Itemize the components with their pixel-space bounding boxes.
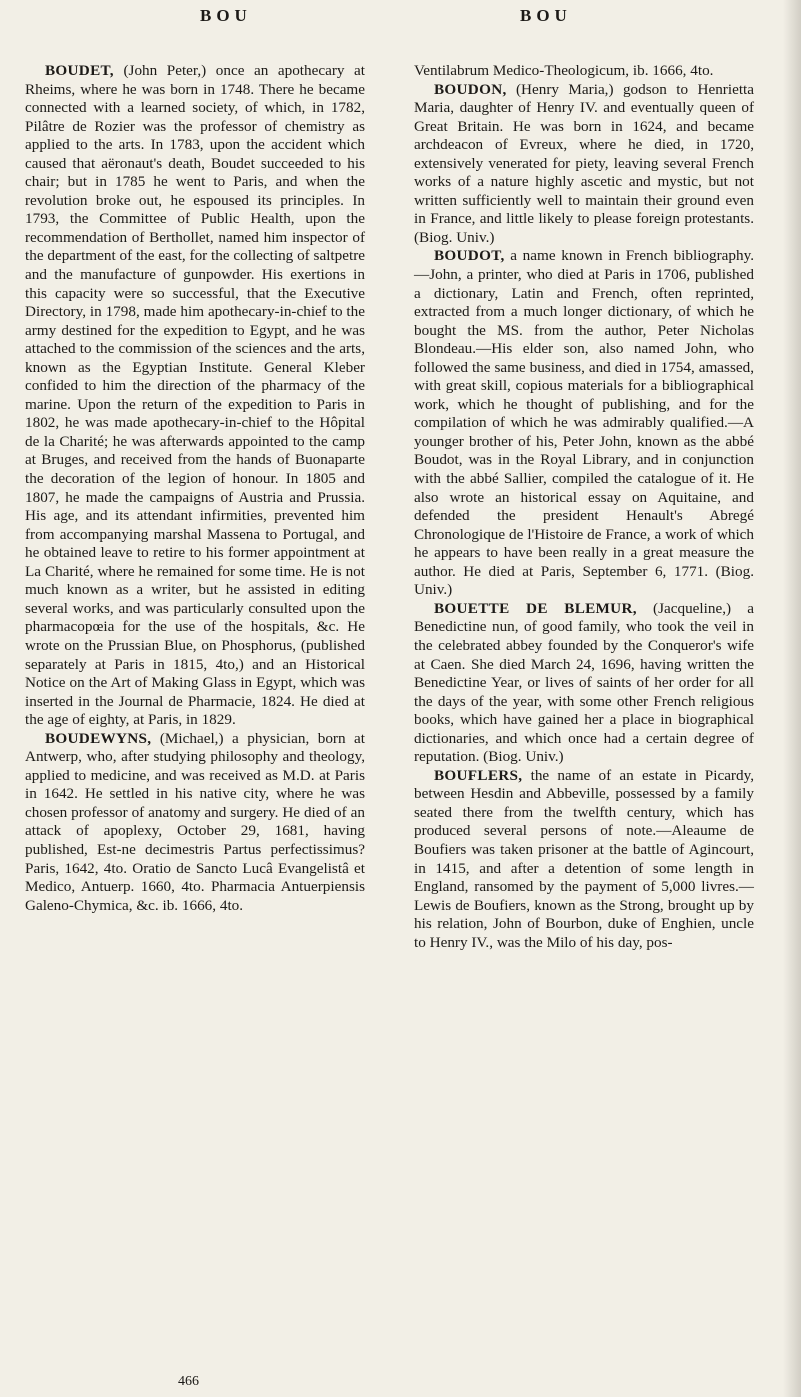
page-edge-shadow (783, 0, 801, 1397)
headword: BOUFLERS, (434, 766, 523, 784)
entry-boufiers (414, 767, 754, 952)
entry-boudon (414, 81, 754, 248)
entry-text: the name of an estate in Picardy, between Hesdin and Abbeville, possessed by a family seated there from the twelfth century, which has produced several persons of note.—Aleaume de Boufiers was taken prisoner at the battle of Agincourt, in 1415, and after a detention of some length in England, ransomed by the payment of 5,000 livres.—Lewis de Boufiers, known as the Strong, brought up by his relation, John of Bourbon, duke of Enghien, uncle to Henry IV., was the Milo of his day, pos- (414, 766, 754, 951)
running-head-right: BOU (520, 6, 572, 25)
entry-text: (John Peter,) once an apothecary at Rheims, where he was born in 1748. There he became connected with a learned society, of which, in 1782, Pilâtre de Rozier was the professor of chemistry as applied to the arts. In 1783, upon the accident which caused that aëronaut's death, Boudet succeeded to his chair; but in 1785 he went to Paris, and when the revolution broke out, he espoused its principles. In 1793, the Committee of Public Health, upon the recommendation of Berthollet, named him inspector of the department of the east, for the collecting of saltpetre and the manufacture of gunpowder. His exertions in this capacity were so successful, that the Executive Directory, in 1798, made him apothecary-in-chief to the army destined for the expedition to Egypt, and he was attached to the commission of the sciences and the arts, known as the Egyptian Institute. General Kleber confided to him the direction of the pharmacy of the marine. Upon the return of the expedition to Paris in 1802, he was made apothecary-in-chief to the Hôpital de la Charité; he was afterwards appointed to the camp at Bruges, and received from the hands of Buonaparte the decoration of the legion of honour. In 1805 and 1807, he made the campaigns of Austria and Prussia. His age, and its attendant infirmities, prevented him from accompanying marshal Massena to Portugal, and he obtained leave to retire to his former appointment at La Charité, where he remained for some time. He is not much known as a writer, but he assisted in editing several works, and was particularly consulted upon the pharmacopœia for the use of the hospitals, &c. He wrote on the Prussian Blue, on Phosphorus, (published separately at Paris in 1815, 4to,) and an Historical Notice on the Art of Making Glass in Egypt, which was inserted in the Journal de Pharmacie, 1824. He died at the age of eighty, at Paris, in 1829. (25, 62, 365, 729)
headword: BOUDOT, (434, 247, 505, 265)
page-number: 466 (178, 1374, 199, 1389)
entry-text: (Michael,) a physician, born at Antwerp, who, after studying philosophy and theology, applied to medicine, and was received as M.D. at Paris in 1642. He settled in his native city, where he was chosen professor of anatomy and surgery. He died of an attack of apoplexy, October 29, 1681, having published, Est-ne decimestris Partus perfectissimus? Paris, 1642, 4to. Oratio de Sancto Lucâ Evangelistâ et Medico, Antuerp. 1660, 4to. Pharmacia Antuerpiensis Galeno-Chymica, &c. ib. 1666, 4to. (25, 729, 365, 914)
entry-text: a name known in French bibliography.—John, a printer, who died at Paris in 1706, published a dictionary, Latin and French, often reprinted, extracted from a much longer dictionary, of which he bought the MS. from the author, Peter Nicholas Blondeau.—His elder son, also named John, who followed the same business, and died in 1754, amassed, with great skill, copious materials for a bibliographical work, which he thought of publishing, and for the compilation of which he was admirably qualified.—A younger brother of his, Peter John, known as the abbé Boudot, was in the Royal Library, and in conjunction with the abbé Sallier, compiled the catalogue of it. He also wrote an historical essay on Aquitaine, and defended the president Henault's Abregé Chronologique de l'Histoire de France, a work of which he appears to have been really in a great measure the author. He died at Paris, September 6, 1771. (Biog. Univ.) (414, 247, 754, 599)
entry-boudot (414, 247, 754, 599)
running-head-left: BOU (200, 6, 252, 25)
headword: BOUDEWYNS, (45, 729, 152, 747)
headword: BOUETTE DE BLEMUR, (434, 599, 637, 617)
entry-text: (Henry Maria,) godson to Henrietta Maria, daughter of Henry IV. and eventually queen of Great Britain. He was born in 1624, and became archdeacon of Evreux, where he died, in 1720, extensively venerated for piety, leaving several French works of a nature highly ascetic and mystic, but not written sufficiently well to maintain their ground even in France, and little likely to please foreign protestants. (Biog. Univ.) (414, 80, 754, 246)
entry-continuation (414, 62, 754, 81)
left-column (25, 62, 365, 915)
right-column (414, 62, 754, 952)
entry-boudet (25, 62, 365, 730)
headword: BOUDON, (434, 80, 507, 98)
headword: BOUDET, (45, 62, 114, 79)
entry-boudewyns (25, 730, 365, 915)
entry-bouette-de-blemur (414, 600, 754, 767)
entry-text: Ventilabrum Medico-Theologicum, ib. 1666, 4to. (414, 62, 714, 79)
entry-text: (Jacqueline,) a Benedictine nun, of good family, who took the veil in the celebrated abbey founded by the Conqueror's wife at Caen. She died March 24, 1696, having written the Benedictine Year, or lives of saints of her order for all the days of the year, with some other French religious books, which have gained her a place in biographical dictionaries, and which once had a certain degree of reputation. (Biog. Univ.) (414, 599, 755, 766)
